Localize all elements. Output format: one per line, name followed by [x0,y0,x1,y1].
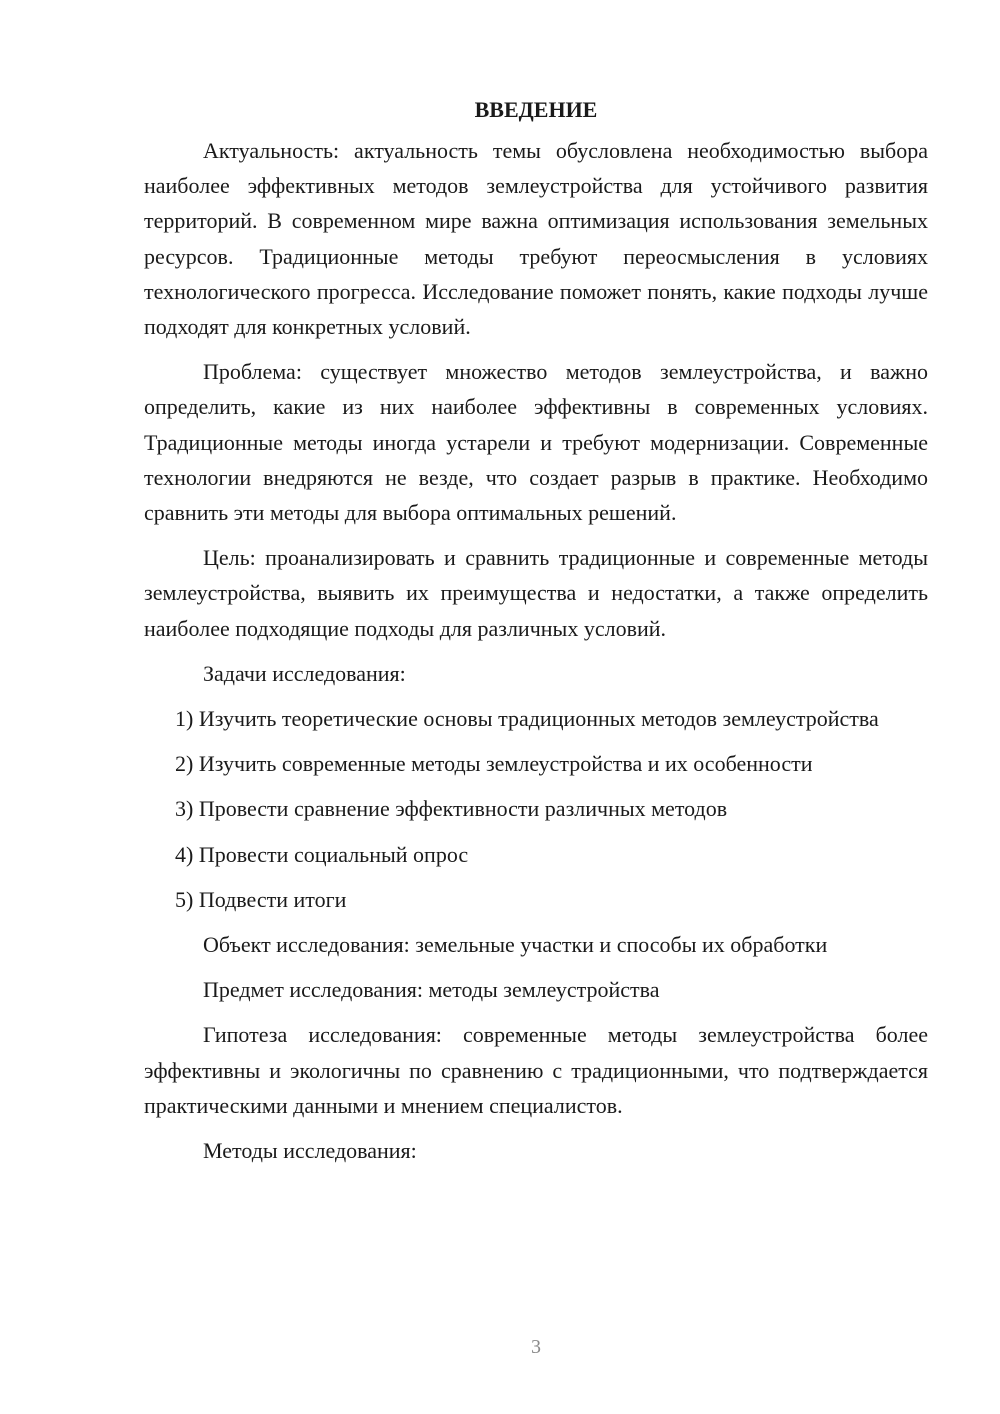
page-number: 3 [531,1336,541,1358]
task-item: 4) Провести социальный опрос [175,841,469,867]
hypothesis-paragraph: Гипотеза исследования: современные методы землеустройства более эффективны и экологичны по сравнению с традиционными, что подтверждается практическими данными и мнением специалистов. [144,1022,928,1118]
goal-paragraph: Цель: проанализировать и сравнить традиционные и современные методы землеустройства, выявить их преимущества и недостатки, а также определить наиболее подходящие подходы для различных условий. [144,545,928,641]
methods-title: Методы исследования: [203,1138,417,1164]
task-item: 2) Изучить современные методы землеустройства и их особенности [175,751,813,777]
subject-paragraph: Предмет исследования: методы землеустройства [203,977,660,1003]
task-item: 5) Подвести итоги [175,886,347,912]
task-item: 3) Провести сравнение эффективности различных методов [175,796,728,822]
object-paragraph: Объект исследования: земельные участки и способы их обработки [203,932,828,958]
task-item: 1) Изучить теоретические основы традиционных методов землеустройства [175,706,879,732]
problem-paragraph: Проблема: существует множество методов землеустройства, и важно определить, какие из них наиболее эффективны в современных условиях. Традиционные методы иногда устарели и требуют модернизации. Современные технологии внедряются не везде, что создает разрыв в практике. Необходимо сравнить эти методы для выбора оптимальных решений. [144,359,928,526]
page-title: ВВЕДЕНИЕ [474,97,598,122]
relevance-paragraph: Актуальность: актуальность темы обусловлена необходимостью выбора наиболее эффективных методов землеустройства для устойчивого развития территорий. В современном мире важна оптимизация использования земельных ресурсов. Традиционные методы требуют переосмысления в условиях технологического прогресса. Исследование поможет понять, какие подходы лучше подходят для конкретных условий. [144,138,928,340]
tasks-title: Задачи исследования: [203,660,406,686]
page-content [144,95,928,1178]
